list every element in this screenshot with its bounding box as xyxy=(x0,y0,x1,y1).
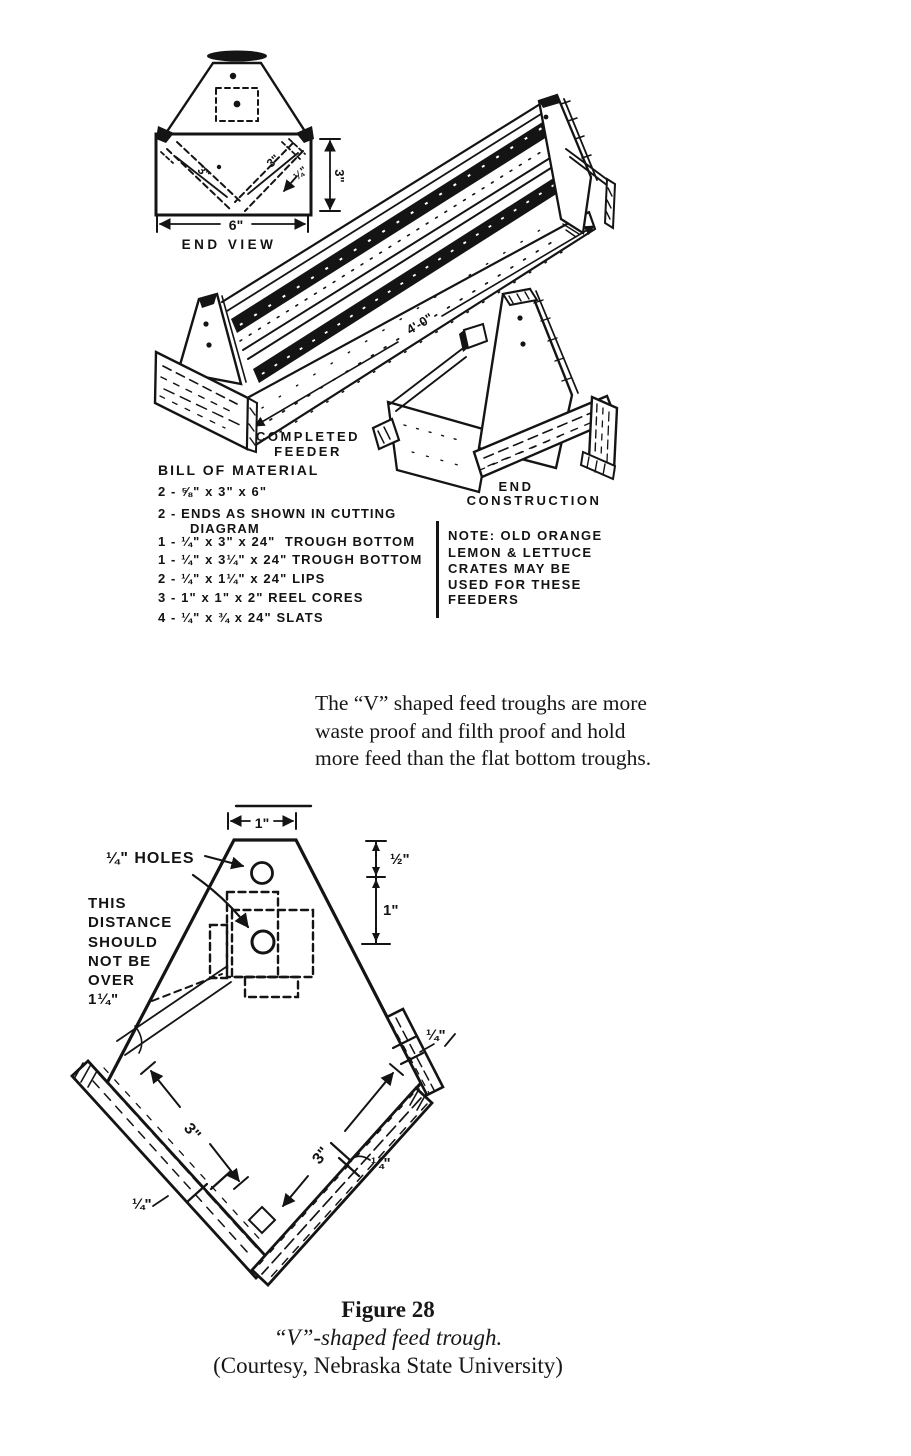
bill-item: DIAGRAM xyxy=(190,521,260,536)
note-line: USED FOR THESE xyxy=(448,577,582,592)
end-view-slat-dim-left: 3" xyxy=(194,162,214,182)
paragraph-line: more feed than the flat bottom troughs. xyxy=(315,746,652,770)
bill-item: 2 - ¼" x 1¼" x 24" LIPS xyxy=(158,571,326,586)
completed-feeder-caption-2: FEEDER xyxy=(274,444,342,459)
figure-courtesy: (Courtesy, Nebraska State University) xyxy=(213,1353,563,1378)
svg-text:¼": ¼" xyxy=(132,1196,152,1213)
body-paragraph xyxy=(315,690,651,773)
right-edge-dim-label: 3" xyxy=(309,1144,333,1168)
note-line: CRATES MAY BE xyxy=(448,561,572,576)
left-lip-strip xyxy=(72,1061,272,1278)
left-edge-dim-label: 3" xyxy=(180,1120,204,1144)
trough-side-board xyxy=(388,402,490,492)
lower-hole xyxy=(252,931,274,953)
one-inch-dim: 1" xyxy=(383,902,399,919)
svg-text:¼": ¼" xyxy=(371,1155,391,1172)
feeder-length-dim: 4'-0" xyxy=(403,309,436,338)
end-view-height-dim: 3" xyxy=(332,169,347,183)
distance-note-line: NOT BE xyxy=(88,952,152,970)
figure-number: Figure 28 xyxy=(341,1297,435,1322)
distance-note xyxy=(88,894,172,1010)
note-line: LEMON & LETTUCE xyxy=(448,545,593,560)
figure-title: “V”-shaped feed trough. xyxy=(273,1325,503,1350)
holes-label: ¼" HOLES xyxy=(106,850,195,867)
reel-block xyxy=(464,324,487,348)
distance-note-line: SHOULD xyxy=(88,933,158,951)
bill-item: 2 - ENDS AS SHOWN IN CUTTING xyxy=(158,506,397,521)
end-view-lip-dim: ¼" xyxy=(291,164,311,184)
bottom-notch xyxy=(249,1207,275,1233)
paragraph-line: The “V” shaped feed troughs are more xyxy=(315,691,647,715)
end-view-slat-dim-right: 3" xyxy=(263,151,283,171)
half-inch-dim: ½" xyxy=(390,851,410,868)
note-divider xyxy=(436,521,439,618)
upper-hole xyxy=(252,863,273,884)
distance-note-line: DISTANCE xyxy=(88,914,173,932)
end-view-drawing xyxy=(156,51,347,253)
distance-note-line: 1¼" xyxy=(88,991,120,1009)
reel-top xyxy=(207,51,267,62)
end-view-body xyxy=(156,134,311,215)
paragraph-line: waste proof and filth proof and hold xyxy=(315,718,626,743)
svg-text:¼": ¼" xyxy=(426,1027,446,1044)
note-line: NOTE: OLD ORANGE xyxy=(448,528,603,543)
end-construction-caption-2: CONSTRUCTION xyxy=(466,493,602,508)
end-view-width-dim: 6" xyxy=(228,217,244,233)
cutting-diagram xyxy=(0,780,911,1295)
top-width-dim: 1" xyxy=(254,815,270,831)
note-line: FEEDERS xyxy=(448,592,520,607)
bill-item: 3 - 1" x 1" x 2" REEL CORES xyxy=(158,590,364,605)
bill-item: 1 - ¼" x 3" x 24" TROUGH BOTTOM xyxy=(158,534,416,549)
bill-item: 1 - ¼" x 3¼" x 24" TROUGH BOTTOM xyxy=(158,552,423,567)
bill-item: 4 - ¼" x ¾ x 24" SLATS xyxy=(158,610,324,625)
right-lip-strip xyxy=(252,1088,432,1285)
end-view-caption: END VIEW xyxy=(181,237,277,252)
distance-note-line: THIS xyxy=(88,895,127,912)
distance-note-line: OVER xyxy=(88,972,135,990)
completed-feeder-caption-1: COMPLETED xyxy=(255,429,361,444)
dashed-slat-outlines xyxy=(210,892,313,997)
bill-of-material-title: BILL OF MATERIAL xyxy=(158,462,320,478)
top-right-lip-strip xyxy=(387,1009,443,1095)
bill-item: 2 - ⅝" x 3" x 6" xyxy=(158,484,268,499)
right-vertical-dim xyxy=(362,841,410,944)
end-construction-caption-1: END xyxy=(498,479,534,494)
